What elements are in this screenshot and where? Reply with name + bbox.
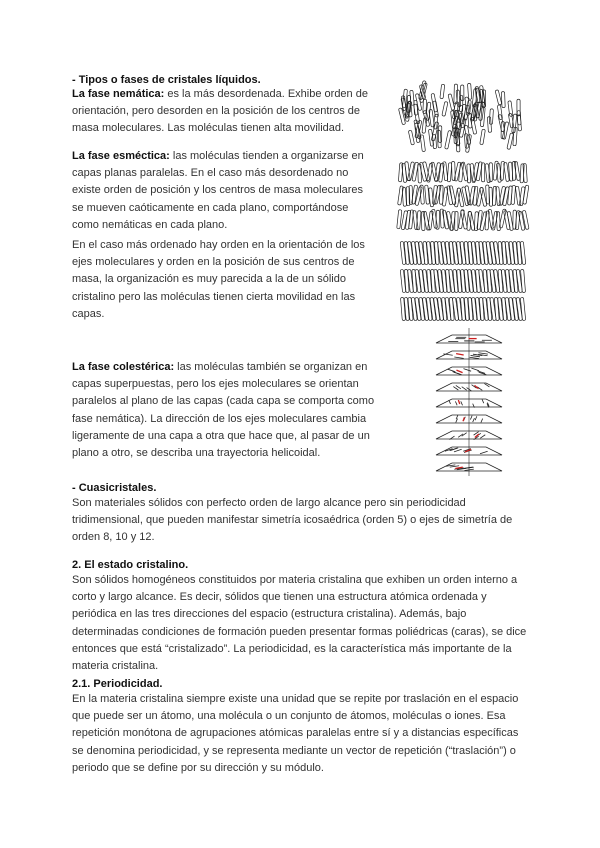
smectic-text: las moléculas tienden a organizarse en capas planas paralelas. En el caso más desordenado no existe orden de posición y los centros de masa moleculares se mueven caóticamente en cada plano, comportándose como nemáticas en cada plano. bbox=[72, 150, 364, 231]
nematic-label: La fase nemática: bbox=[72, 88, 165, 100]
smectic-disordered-illustration bbox=[396, 160, 530, 232]
smectic-paragraph bbox=[72, 148, 376, 234]
cholesteric-phase-illustration bbox=[426, 326, 512, 478]
smectic-ordered-illustration bbox=[398, 240, 528, 324]
quasicrystals-paragraph: Son materiales sólidos con perfecto orden de largo alcance pero sin periodicidad tridimensional, que pueden manifestar simetría icosaédrica (orden 5) o ejes de simetría de orden 8, 10 y 12. bbox=[72, 497, 513, 544]
cholesteric-text: las moléculas también se organizan en capas superpuestas, pero los ejes moleculares se orientan paralelos al plano de las capas (cada capa se comporta como fase nemática). La dirección de los ejes moleculares cambia ligeramente de una capa a otra que hace que, al pasar de un plano a otro, se describa una trayectoria helicoidal. bbox=[72, 361, 375, 460]
cholesteric-label: La fase colestérica: bbox=[72, 361, 175, 373]
nematic-text: es la más desordenada. Exhibe orden de orientación, pero desorden en la posición de los centros de masa moleculares. Las moléculas tienen alta movilidad. bbox=[72, 88, 368, 135]
crystalline-state-paragraph: Son sólidos homogéneos constituidos por materia cristalina que exhiben un orden interno a corto y largo alcance. Es decir, sólidos que tienen una estructura atómica ordenada y periódica en las tres direcciones del espacio (estructura cristalina). Además, bajo determinadas condiciones de formación pueden presentar formas poliédricas (caras), se dice entonces que está “cristalizado”. La periodicidad, es la característica más importante de la materia cristalina. bbox=[72, 574, 527, 673]
section-title-lc-phases: - Tipos o fases de cristales líquidos. bbox=[72, 74, 261, 86]
section-title-quasicrystals: - Cuasicristales. bbox=[72, 482, 157, 494]
cholesteric-paragraph bbox=[72, 359, 390, 462]
smectic-ordered-paragraph: En el caso más ordenado hay orden en la orientación de los ejes moleculares y orden en la posición de sus centros de masa, la organización es muy parecida a la de un sólido cristalino pero las moléculas tienen cierta movilidad en las capas. bbox=[72, 239, 365, 320]
smectic-label: La fase esméctica: bbox=[72, 150, 170, 162]
periodicity-paragraph: En la materia cristalina siempre existe una unidad que se repite por traslación en el espacio que puede ser un átomo, una molécula o un conjunto de átomos, moléculas o iones. Esa repetición monótona de agrupaciones atómicas paralelas entre sí y a distancias específicas se denomina periodicidad, y se representa mediante un vector de repetición (“traslación”) o periodo que se define por su dirección y su módulo. bbox=[72, 693, 519, 774]
section-title-crystalline-state: 2. El estado cristalino. bbox=[72, 559, 189, 571]
section-title-periodicity: 2.1. Periodicidad. bbox=[72, 678, 163, 690]
nematic-phase-illustration bbox=[398, 80, 528, 154]
nematic-paragraph bbox=[72, 86, 372, 138]
